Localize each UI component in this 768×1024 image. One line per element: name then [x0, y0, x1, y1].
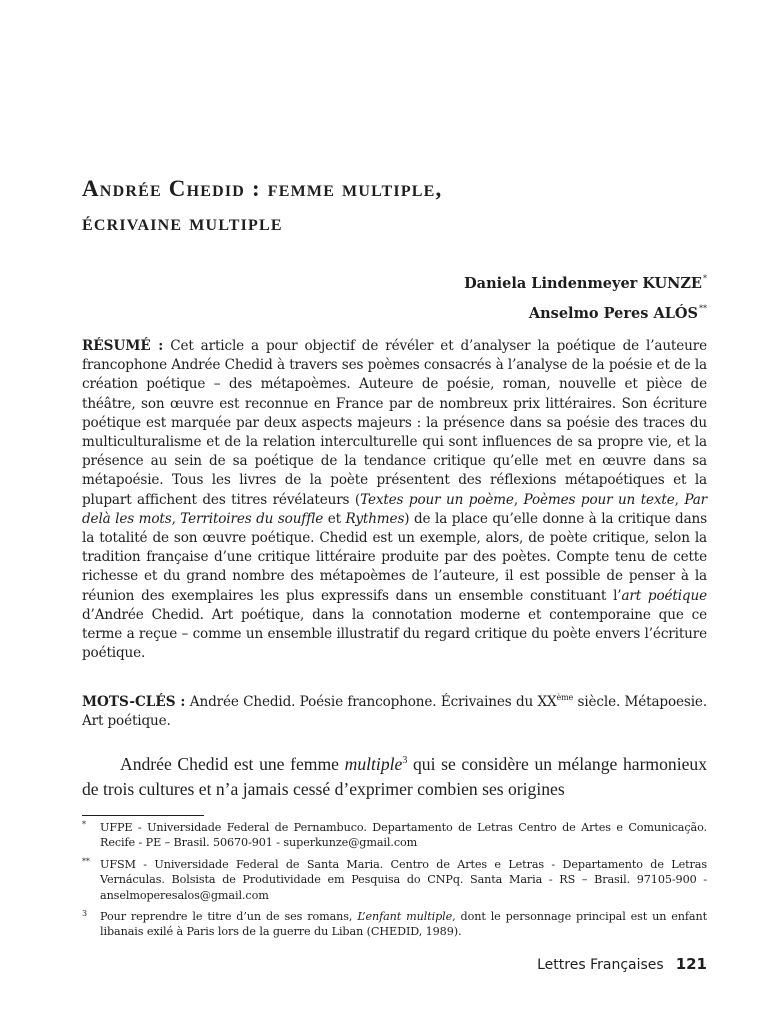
- book-title-5: Rythmes: [345, 510, 405, 527]
- book-title-1: Textes pour un poème: [360, 491, 514, 508]
- body-text-1: Andrée Chedid est une femme: [120, 754, 345, 774]
- title-line-2: écrivaine multiple: [82, 210, 283, 235]
- footnote-3-book-title: L’enfant multiple: [357, 910, 453, 924]
- author-1-footnote-mark: *: [703, 274, 707, 283]
- body-emphasis: multiple: [344, 754, 403, 774]
- author-1: [464, 266, 707, 296]
- footnote-3: [82, 909, 707, 940]
- footnote-3-text-1: Pour reprendre le titre d’un de ses romans,: [100, 910, 358, 924]
- footnote-divider: [82, 815, 204, 816]
- keywords-superscript: ème: [556, 693, 574, 702]
- author-2-name: Anselmo Peres ALÓS: [528, 305, 698, 322]
- book-title-2: Poèmes pour un texte: [523, 491, 675, 508]
- footnote-1-text: UFPE - Universidade Federal de Pernambuco. Departamento de Letras Centro de Artes e Comunicação. Recife - PE – Brasil. 50670-901 - superkunze@gmail.com: [100, 821, 707, 850]
- book-title-4: Territoires du souffle: [180, 510, 324, 527]
- footnotes: [82, 820, 707, 946]
- author-list: [464, 266, 707, 326]
- footnote-2-text: UFSM - Universidade Federal de Santa Maria. Centro de Artes e Letras - Departamento de Letras Vernáculas. Bolsista de Produtividade em Pesquisa do CNPq. Santa Maria - RS – Brasil. 97105-900 - anselmoperesalos@gmail.com: [100, 857, 707, 902]
- author-2: [464, 296, 707, 326]
- keywords: [82, 688, 707, 731]
- footnote-ref-3[interactable]: 3: [402, 755, 408, 766]
- footnote-1: [82, 820, 707, 851]
- running-footer: [537, 954, 707, 975]
- book-title-3: Par delà les mots: [82, 491, 708, 527]
- footnote-1-mark: *: [82, 820, 86, 829]
- abstract-label: RÉSUMÉ :: [82, 338, 164, 354]
- abstract-sep-2: ,: [674, 491, 685, 508]
- abstract: [82, 337, 707, 663]
- title-line-1: Andrée Chedid : femme multiple,: [82, 176, 443, 201]
- journal-name: Lettres Françaises: [537, 957, 664, 973]
- keywords-text-1: Andrée Chedid. Poésie francophone. Écrivaines du XX: [185, 694, 557, 710]
- keywords-text-2: siècle. Métapoesie. Art poétique.: [82, 694, 707, 730]
- author-1-name: Daniela Lindenmeyer KUNZE: [464, 275, 702, 292]
- keywords-label: MOTS-CLÉS :: [82, 694, 186, 710]
- abstract-sep-4: et: [323, 510, 346, 527]
- abstract-text-1: Cet article a pour objectif de révéler et d’analyser la poétique de l’auteure francophone Andrée Chedid à travers ses poèmes consacrés à l’analyse de la poésie et de la création poétique – des métapoèmes. Auteure de poésie, roman, nouvelle et pièce de théâtre, son œuvre est reconnue en France par de nombreux prix littéraires. Son écriture poétique est marquée par deux aspects majeurs : la présence dans sa poésie des traces du multiculturalisme et de la relation interculturelle qui sont influences de sa propre vie, et la présence au sein de sa poétique de la tendance critique qu’elle met en œuvre dans sa métapoésie. Tous les livres de la poète présentent des réflexions métapoétiques et la plupart affichent des titres révélateurs (: [82, 338, 707, 508]
- abstract-sep-1: ,: [513, 491, 524, 508]
- footnote-3-text-2: , dont le personnage principal est un enfant libanais exilé à Paris lors de la guerre du Liban (CHEDID, 1989).: [100, 910, 708, 939]
- article-title: [82, 172, 707, 240]
- body-paragraph: [82, 749, 707, 801]
- footnote-3-mark: 3: [82, 909, 87, 919]
- abstract-text-3: d’Andrée Chedid. Art poétique, dans la connotation moderne et contemporaine que ce terme a reçue – comme un ensemble illustratif du regard critique du poète envers l’écriture poétique.: [82, 606, 707, 662]
- page-number: 121: [675, 955, 707, 973]
- footnote-2: [82, 857, 707, 903]
- art-poetique-term: art poétique: [621, 587, 707, 604]
- abstract-text-2: ) de la place qu’elle donne à la critique dans la totalité de son œuvre poétique. Chedid est un exemple, alors, de poète critique, selon la tradition française d’une critique littéraire produite par des poètes. Compte tenu de cette richesse et du grand nombre des métapoèmes de l’auteure, il est possible de penser à la réunion des exemplaires les plus expressifs dans un ensemble constituant l’: [82, 510, 707, 604]
- footnote-2-mark: **: [82, 856, 90, 866]
- article-page: [82, 0, 707, 1024]
- abstract-sep-3: ,: [171, 510, 181, 527]
- author-2-footnote-mark: **: [699, 304, 707, 313]
- body-text-2: qui se considère un mélange harmonieux de trois cultures et n’a jamais cessé d’exprimer combien ses origines: [82, 754, 707, 799]
